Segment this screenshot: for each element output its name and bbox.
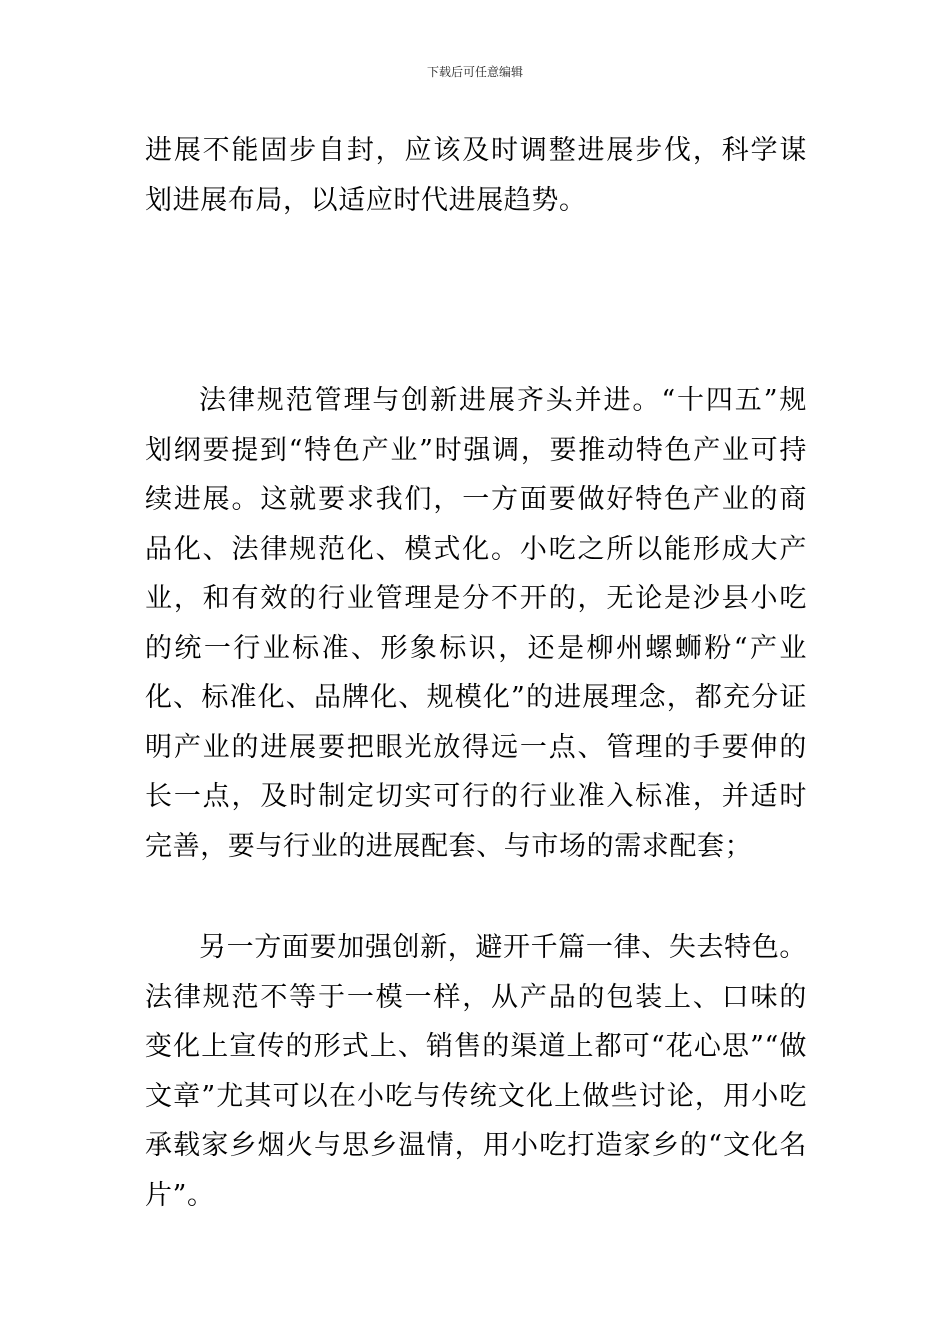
paragraph-continuation: 进展不能固步自封，应该及时调整进展步伐，科学谋划进展布局，以适应时代进展趋势。	[145, 135, 807, 216]
paragraph-standardization: 法律规范管理与创新进展齐头并进。“十四五”规划纲要提到“特色产业”时强调，要推动特色产业可持续进展。这就要求我们，一方面要做好特色产业的商品化、法律规范化、模式化。小吃之所以能形成大产业，和有效的行业管理是分不开的，无论是沙县小吃的统一行业标准、形象标识，还是柳州螺蛳粉“产业化、标准化、品牌化、规模化”的进展理念，都充分证明产业的进展要把眼光放得远一点、管理的手要伸的长一点，及时制定切实可行的行业准入标准，并适时完善，要与行业的进展配套、与市场的需求配套；	[145, 385, 807, 862]
paragraph-innovation: 另一方面要加强创新，避开千篇一律、失去特色。法律规范不等于一模一样，从产品的包装上、口味的变化上宣传的形式上、销售的渠道上都可“花心思”“做文章”尤其可以在小吃与传统文化上做些讨论，用小吃承载家乡烟火与思乡温情，用小吃打造家乡的“文化名片”。	[145, 932, 807, 1211]
page-header-note: 下载后可任意编辑	[426, 65, 523, 79]
